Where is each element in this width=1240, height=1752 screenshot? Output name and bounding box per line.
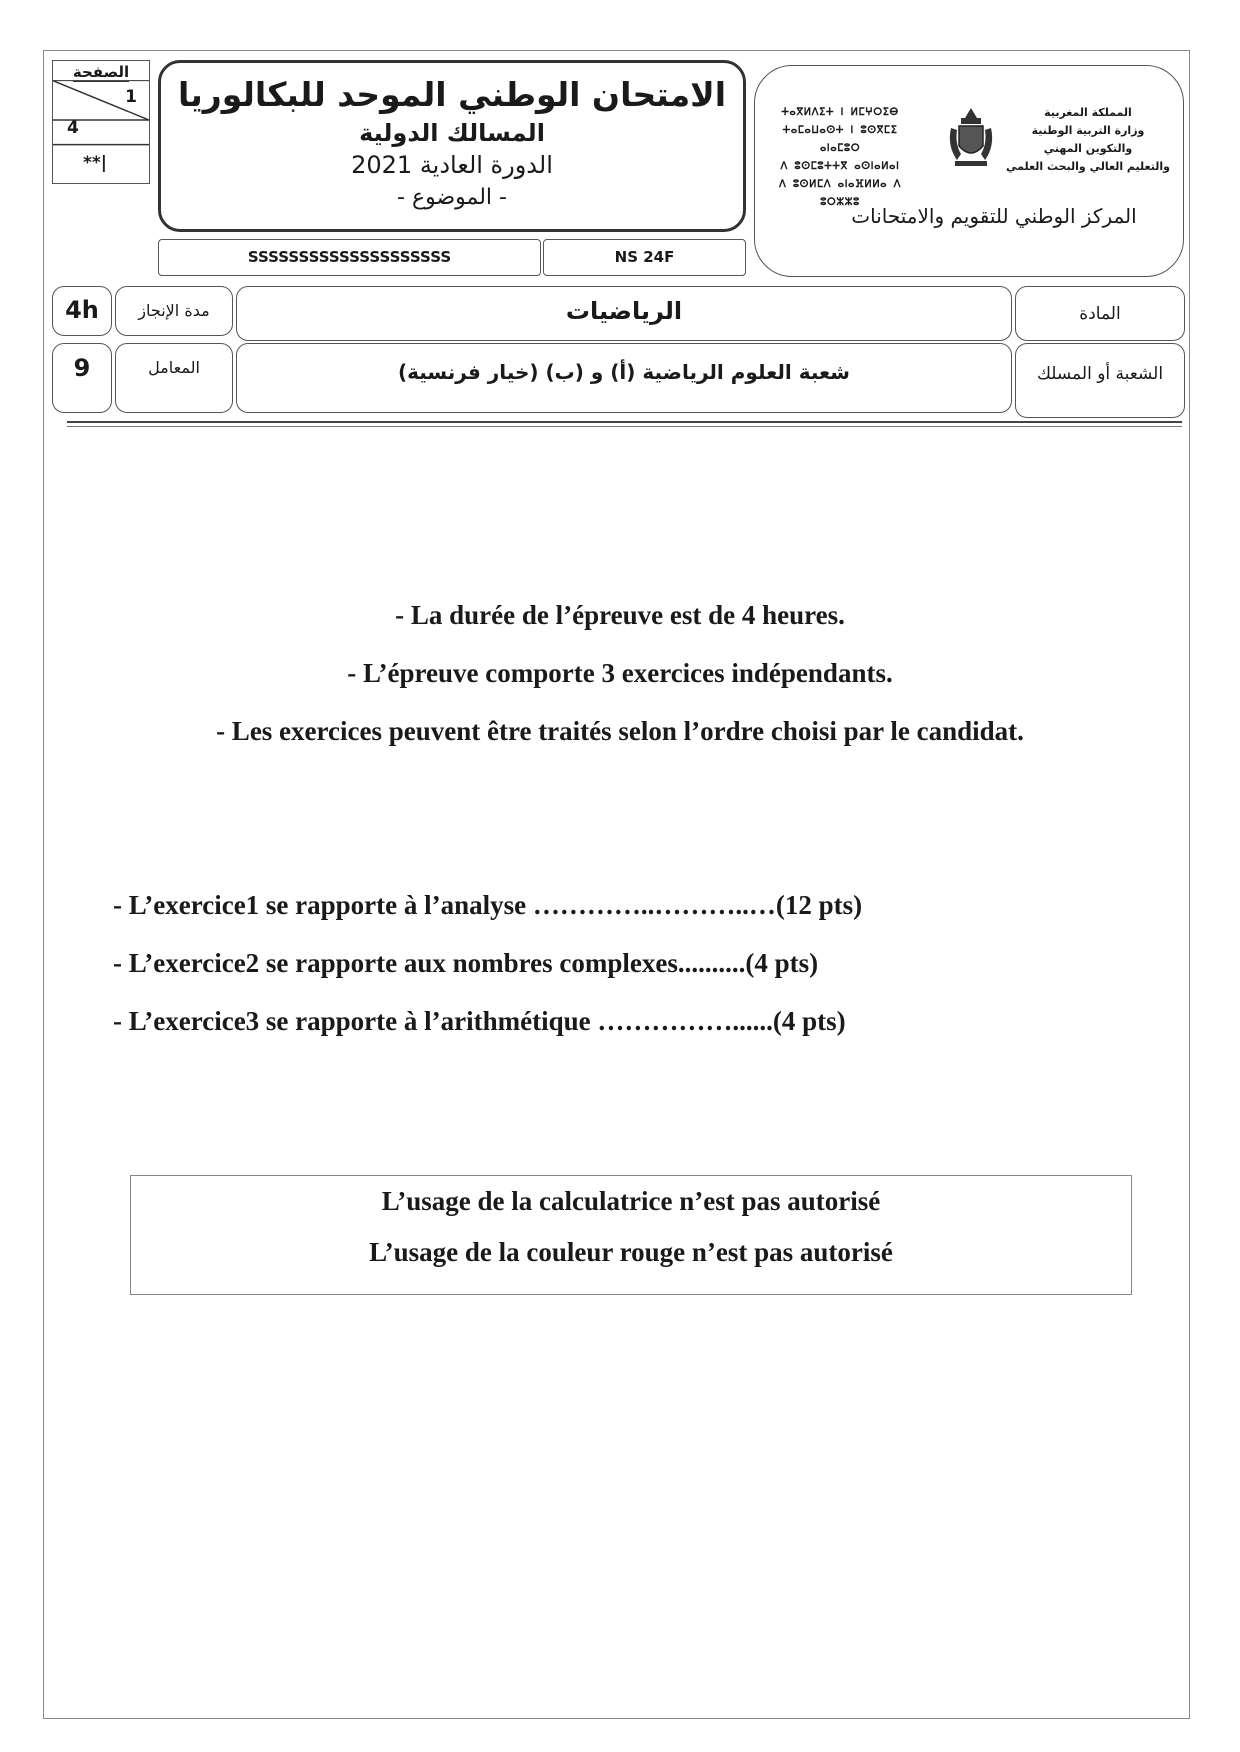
duration-value-box [52, 286, 112, 336]
instruction-line: - La durée de l’épreuve est de 4 heures. [395, 600, 845, 630]
exam-subject-label: - الموضوع - [397, 185, 507, 210]
tifinagh-line: ⵜⴰⵎⴰⵡⴰⵙⵜ ⵏ ⵓⵙⴳⵎⵉ ⴰⵏⴰⵎⵓⵔ [782, 125, 898, 154]
coef-value: 9 [73, 354, 91, 382]
coef-label: المعامل [148, 358, 200, 377]
tifinagh-line: ⵜⴰⴳⵍⴷⵉⵜ ⵏ ⵍⵎⵖⵔⵉⴱ [781, 107, 899, 118]
tifinagh-block [765, 104, 915, 212]
ministry-arabic-block [1003, 104, 1173, 176]
calculator-notice-box [130, 1175, 1132, 1295]
evaluation-center-name: المركز الوطني للتقويم والامتحانات [851, 204, 1137, 228]
exam-session: الدورة العادية 2021 [351, 151, 553, 179]
page-label: الصفحة [72, 63, 130, 81]
ministry-line: والتعليم العالي والبحث العلمي [1006, 160, 1170, 173]
tifinagh-line: ⴷ ⵓⵙⵍⵎⴷ ⴰⵏⴰⴼⵍⵍⴰ ⴷ ⵓⵔⵣⵣⵓ [778, 179, 902, 208]
exam-title: الامتحان الوطني الموحد للبكالوريا [177, 75, 727, 114]
track-label-box [1015, 343, 1185, 418]
ministry-box [754, 65, 1184, 277]
duration-label-box [115, 286, 233, 336]
page-current: 1 [125, 87, 137, 107]
instruction-line: - Les exercices peuvent être traités selon l’ordre choisi par le candidat. [216, 716, 1024, 746]
page-code: **| [83, 153, 107, 173]
code-right: NS 24F [614, 248, 675, 266]
subject-name: الرياضيات [565, 297, 683, 325]
page-number-box [52, 60, 150, 184]
instruction-line: - L’épreuve comporte 3 exercices indépendants. [347, 658, 893, 688]
notice-line: L’usage de la couleur rouge n’est pas autorisé [369, 1237, 893, 1267]
exercise-line: - L’exercice2 se rapporte aux nombres complexes..........(4 pts) [113, 948, 819, 978]
exercise-line: - L’exercice3 se rapporte à l’arithmétique ……………......(4 pts) [113, 1006, 846, 1036]
code-left-box [158, 239, 541, 276]
track-name: شعبة العلوم الرياضية (أ) و (ب) (خيار فرنسية) [398, 360, 850, 384]
tifinagh-line: ⴷ ⵓⵙⵎⵓⵜⵜⴳ ⴰⵙⵏⴰⵍⴰⵏ [780, 161, 900, 172]
ministry-line: والتكوين المهني [1043, 142, 1133, 155]
track-box [236, 343, 1012, 413]
coef-label-box [115, 343, 233, 413]
coat-of-arms-icon [945, 106, 997, 170]
code-left: SSSSSSSSSSSSSSSSSSSS [247, 248, 452, 266]
notice-line: L’usage de la calculatrice n’est pas autorisé [381, 1186, 881, 1216]
header-separator [67, 421, 1182, 423]
exam-track-type: المسالك الدولية [359, 119, 545, 147]
track-label: الشعبة أو المسلك [1036, 364, 1164, 384]
code-right-box [543, 239, 746, 276]
page-total: 4 [67, 118, 79, 138]
exam-title-box [158, 60, 746, 232]
subject-label: المادة [1079, 304, 1121, 324]
subject-box [236, 286, 1012, 341]
coef-value-box [52, 343, 112, 413]
ministry-line: المملكة المغربية [1044, 106, 1132, 119]
subject-label-box [1015, 286, 1185, 341]
exercise-line: - L’exercice1 se rapporte à l’analyse …………..………..…(12 pts) [113, 890, 863, 920]
ministry-line: وزارة التربية الوطنية [1031, 124, 1145, 137]
duration-label: مدة الإنجاز [138, 301, 210, 320]
duration-value: 4h [65, 296, 99, 324]
header-separator-thin [67, 426, 1182, 427]
